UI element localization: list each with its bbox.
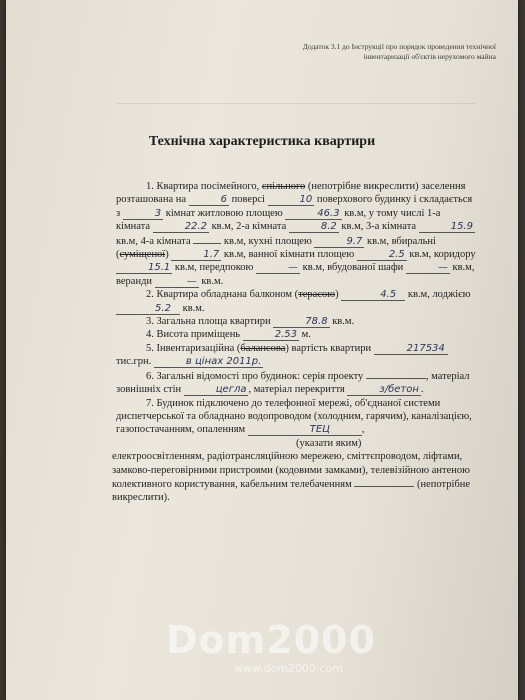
- struck-text: терасою: [298, 289, 336, 301]
- room3-value: 8.2: [289, 221, 339, 233]
- toilet-value: 1.7: [171, 249, 221, 261]
- paragraph-1: 1. Квартира посімейного, спільного (непотрібне викреслити) заселення розташована на 6 поверсі 10 поверхового будинку і складається з 3 кімнат житловою площею 46.3 кв.м, у тому числі 1-а кімната 22.2 кв.м, 2-а кімната 8.2 кв.м, 3-а кімната 15.9 кв.м, 4-а кімната кв.м, кухні площею 9.7 кв.м, вбиральні (суміщеної) 1.7 кв.м, ванної кімнати площею 2.5 кв.м, коридору 15.1 кв.м, передпокою — кв.м, вбудованої шафи — кв.м, веранди — кв.м.: [116, 181, 476, 287]
- document-page: [6, 0, 518, 700]
- height-value: 2.53: [243, 329, 299, 341]
- paragraph-5: 5. Інвентаризаційна (балансова) вартість квартири 217534 тис.грн. в цінах 2011р.: [116, 342, 476, 369]
- value-amount: 217534: [374, 343, 448, 355]
- room4-value: 15.9: [419, 221, 475, 233]
- document-body: [112, 180, 476, 505]
- value-date: в цінах 2011р.: [154, 356, 263, 368]
- loggia-value: 5.2: [116, 303, 180, 315]
- ceiling-material-value: з/бетон: [347, 384, 421, 396]
- floor-value: 6: [189, 194, 229, 206]
- blank: [366, 369, 426, 379]
- document-title: Технічна характеристика квартири: [148, 134, 376, 149]
- kitchen-value: 9.7: [314, 236, 364, 248]
- struck-text: спільного: [261, 181, 306, 192]
- heating-value: ТЕЦ: [248, 424, 362, 436]
- paragraph-6: 6. Загальні відомості про будинок: серія проекту , матеріал зовнішніх стін цегла , матеріал перекриття з/бетон .: [116, 370, 470, 396]
- paragraph-7: 7. Будинок підключено до телефонної мережі, об'єднаної системи диспетчерської та обладнано водопроводом (холодним, гарячим), каналізацією, газопостачанням, опаленням ТЕЦ ,: [116, 397, 472, 436]
- paragraph-7-note: (указати яким): [296, 437, 362, 449]
- blank: [193, 234, 221, 244]
- watermark-url: www.dom2000.com: [234, 662, 343, 675]
- header-note-line1: Додаток 3.1 до Інструкції про порядок проведення технічної: [302, 42, 496, 51]
- header-note-line2: інвентаризації об'єктів нерухомого майна: [363, 52, 496, 61]
- hall-value: —: [256, 262, 300, 274]
- blank: [354, 477, 414, 487]
- rooms-value: 3: [123, 208, 163, 220]
- bathroom-value: 2.5: [357, 249, 407, 261]
- struck-text: балансова: [240, 342, 286, 354]
- total-area-value: 78.8: [273, 316, 329, 328]
- paragraph-2: 2. Квартира обладнана балконом (терасою) 4.5 кв.м, лоджією 5.2 кв.м.: [116, 288, 476, 315]
- faint-line: [116, 103, 476, 104]
- paragraph-3: 3. Загальна площа квартири 78.8 кв.м.: [146, 316, 355, 328]
- room1-value: 22.2: [153, 221, 209, 233]
- floors-total-value: 10: [268, 194, 315, 206]
- built-in-value: —: [406, 262, 450, 274]
- living-area-value: 46.3: [285, 208, 341, 220]
- paragraph-4: 4. Висота приміщень 2.53 м.: [146, 329, 311, 341]
- balcony-value: 4.5: [341, 289, 405, 301]
- corridor-value: 15.1: [116, 262, 172, 274]
- watermark-logo: Dom2000: [166, 618, 377, 662]
- wall-material-value: цегла: [184, 384, 249, 396]
- veranda-value: —: [155, 276, 199, 288]
- paragraph-7-cont: електроосвітленням, радіотрансляційною мережею, сміттєпроводом, ліфтами, замково-переговірними пристроями (кодовими замками), телевізійною антеною колективного користування, кабельним телебаченням (непотрібне викреслити).: [112, 451, 470, 504]
- header-note: [256, 42, 496, 62]
- struck-text: суміщеної: [119, 249, 166, 261]
